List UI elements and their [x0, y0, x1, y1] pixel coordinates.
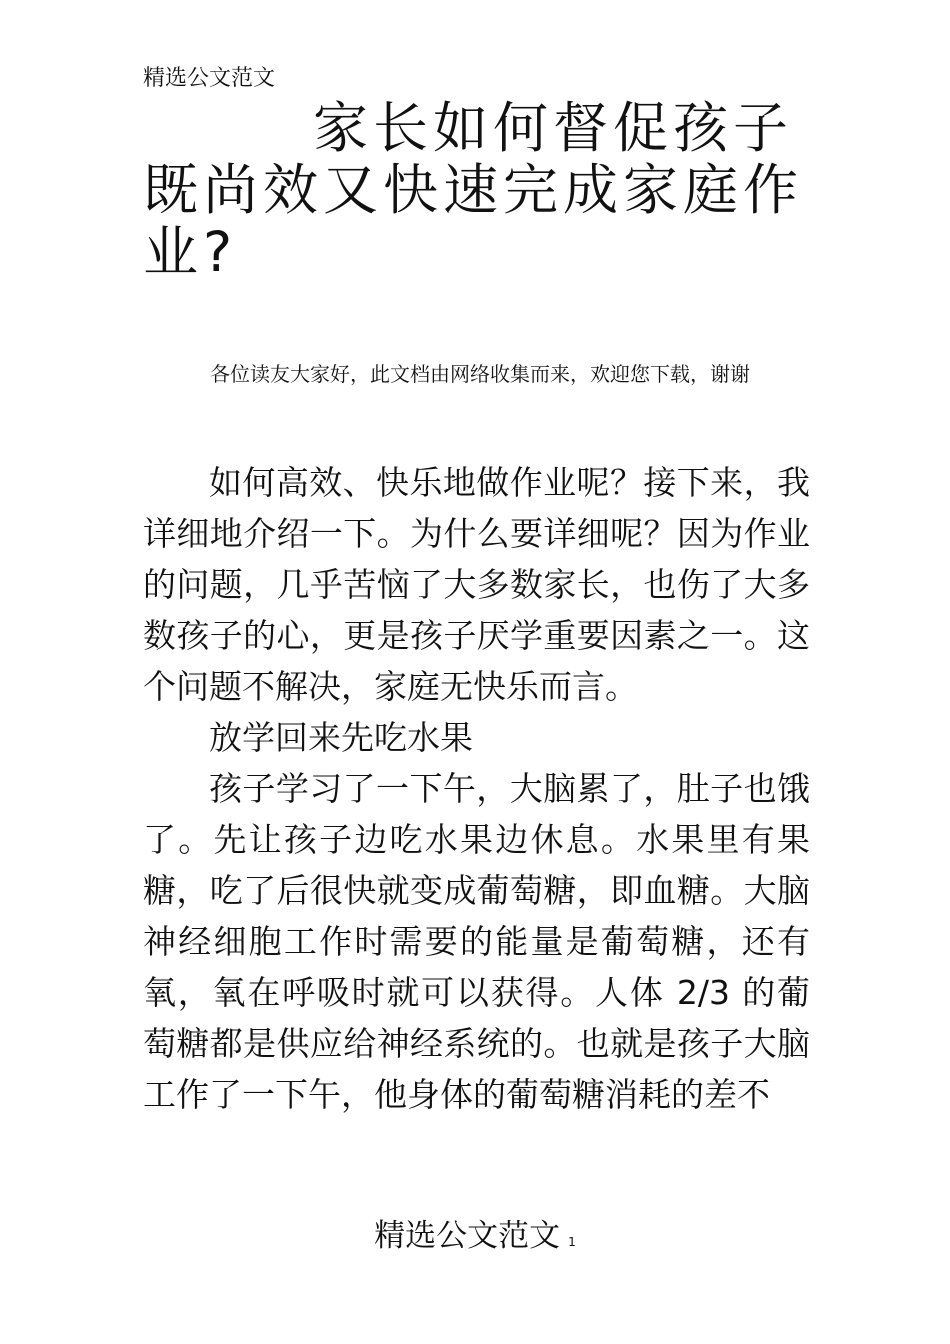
header-label: 精选公文范文: [143, 66, 276, 91]
document-title: 家长如何督促孩子既尚效又快速完成家庭作业?: [143, 96, 804, 284]
document-body: [143, 457, 810, 1120]
page-number: 1: [568, 1235, 576, 1249]
page-footer: [0, 1214, 950, 1264]
body-paragraph: 孩子学习了一下午，大脑累了，肚子也饿了。先让孩子边吃水果边休息。水果里有果糖，吃了后很快就变成葡萄糖，即血糖。大脑神经细胞工作时需要的能量是葡萄糖，还有氧，氧在呼吸时就可以获得。人体 2/3 的葡萄糖都是供应给神经系统的。也就是孩子大脑工作了一下午，他身体的葡萄糖消耗的差不: [143, 769, 810, 1114]
intro-note: 各位读友大家好，此文档由网络收集而来，欢迎您下载，谢谢: [210, 362, 750, 386]
footer-label: 精选公文范文: [374, 1218, 561, 1254]
body-paragraph: 如何高效、快乐地做作业呢？接下来，我详细地介绍一下。为什么要详细呢？因为作业的问题，几乎苦恼了大多数家长，也伤了大多数孩子的心，更是孩子厌学重要因素之一。这个问题不解决，家庭无快乐而言。: [143, 463, 810, 706]
section-subheading: 放学回来先吃水果: [209, 718, 473, 757]
